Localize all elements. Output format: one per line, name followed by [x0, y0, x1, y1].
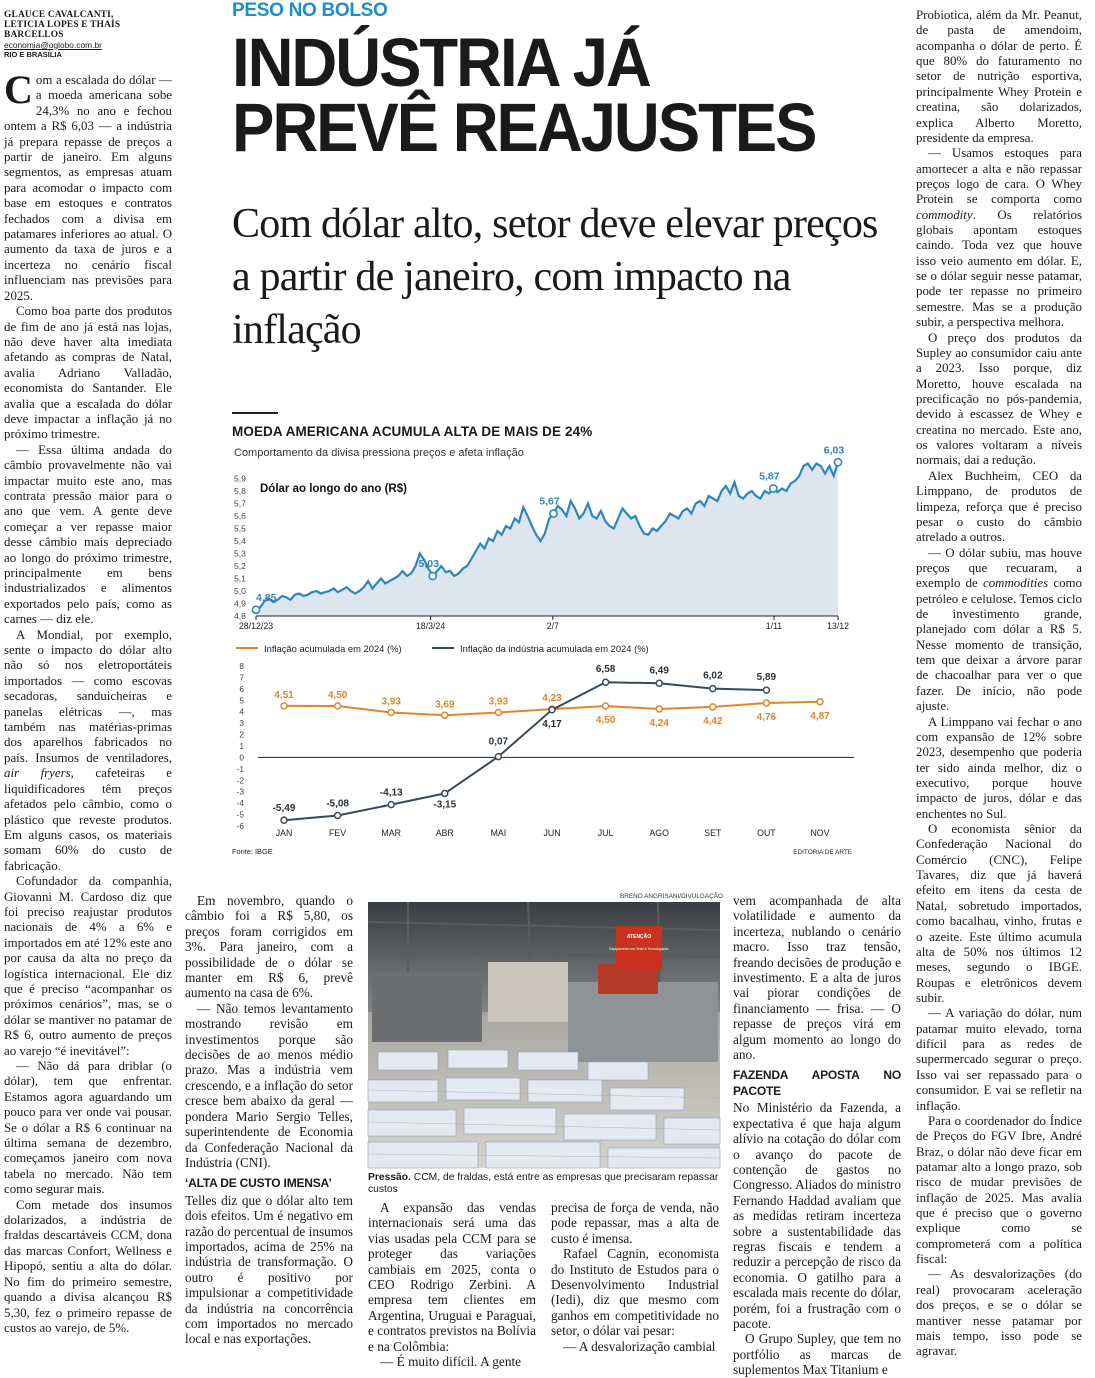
x-tick-label: NOV: [810, 828, 830, 838]
x-tick-label: MAI: [490, 828, 507, 838]
data-label: 4,42: [703, 715, 723, 727]
x-tick-label: 13/12: [826, 621, 850, 631]
x-tick-label: ABR: [435, 828, 454, 838]
data-label: 6,03: [823, 444, 845, 457]
paragraph: — A desvalorização cambial: [563, 1338, 716, 1354]
data-label: 3,93: [381, 696, 401, 708]
paragraph: Com a escalada do dólar — a moeda americana sobe 24,3% no ano e fechou ontem a R$ 6,03 — a indústria já prepara repasse de preços a partir de janeiro. Em alguns segmentos, as empresas atuam para acomodar o impacto com base em estoques e contratos fechados com a divisa em patamares inferiores ao atual. O aumento da taxa de juros e a incerteza no cenário fiscal influenciam nas previsões para 2025.: [4, 67, 172, 303]
paragraph: A Mondial, por exemplo, sente o impacto do dólar alto não só nos eletroportáteis importados — como escovas secadoras, sanduicheiras e panelas elétricas —, mas também nas matérias-primas dos aparelhos fabricados no país. Insumos de ventiladores, air fryers, cafeteiras e liquidificadores têm preços afetados pelo câmbio, como o plástico que reveste produtos. Em alguns casos, os materiais somam 60% do custo de fabricação.: [4, 627, 172, 873]
data-label: -5,49: [272, 803, 296, 815]
data-label: 5,89: [756, 672, 777, 684]
x-tick-label: 18/3/24: [415, 621, 446, 631]
chart-source: Fonte: IBGE: [232, 847, 273, 856]
y-tick-label: 5,9: [234, 473, 246, 484]
data-label: 6,58: [595, 664, 616, 676]
data-point: [656, 706, 662, 712]
data-point: [770, 485, 777, 492]
headline: [232, 24, 858, 166]
paragraph: Em novembro, quando o câmbio foi a R$ 5,80, os preços foram corrigidos em 3%. Para janeiro, com a possibilidade de o dólar se manter em R$ 6, prevê aumento na casa de 6%.: [185, 893, 353, 1001]
y-tick-label: 5,1: [234, 573, 246, 584]
data-point: [281, 703, 287, 709]
chart-credit: EDITORIA DE ARTE: [793, 849, 852, 856]
kicker: PESO NO BOLSO: [232, 0, 388, 21]
y-tick-label: -6: [236, 821, 244, 831]
y-tick-label: 5,5: [234, 523, 246, 534]
paragraph: — As desvalorizações (do real) provocaram aceleração dos preços, e se o dólar se mantiver nesse patamar por mais tempo, isso pode se agravar.: [916, 1267, 1082, 1359]
article-column-5: [733, 893, 901, 1378]
data-label: -4,13: [379, 787, 403, 799]
data-point: [495, 710, 501, 716]
y-tick-label: -2: [236, 775, 244, 786]
paragraph: — A variação do dólar, num patamar muito elevado, torna difícil para as redes de supermercado segurar o preço. Isso vai ser repassado para o consumidor. E vai se refletir na inflação.: [916, 1006, 1082, 1113]
data-point: [603, 679, 609, 685]
paragraph: Probiotica, além da Mr. Peanut, de pasta de amendoim, acompanha o dólar de perto. É que 80% do faturamento no setor de nutrição esportiva, principalmente Whey Protein e creatina, são dolarizados, explica Alberto Moretto, presidente da empresa.: [916, 8, 1082, 145]
data-point: [388, 802, 394, 808]
y-tick-label: 4,8: [234, 611, 246, 621]
subhead-fazenda: FAZENDA APOSTA NO PACOTE: [733, 1068, 901, 1098]
y-tick-label: -1: [236, 763, 244, 774]
y-tick-label: 5,7: [234, 498, 246, 509]
paragraph: — Essa última andada do câmbio provavelmente não vai impactar muito este ano, mas contrata pressão maior para o ano que vem. A gente deve começar a ver repasse maior desse câmbio mais depreciado ao longo do próximo trimestre, principalmente em bens industrializados e alimentos exportados pelo país, como as carnes — diz ele.: [4, 442, 172, 627]
x-tick-label: 28/12/23: [238, 621, 274, 631]
data-point: [656, 680, 662, 686]
data-label: 4,23: [542, 693, 562, 705]
data-point: [388, 710, 394, 716]
article-column-1: [4, 67, 172, 1336]
x-tick-label: FEV: [329, 828, 347, 838]
paragraph: vem acompanhada de alta volatilidade e aumento da incerteza, nublando o cenário macro. Isso traz tensão, freando decisões de produção e investimento. E a alta de juros vai piorar condições de financiamento — frisa. — O repasse de preços virá em algum momento ao longo do ano.: [733, 893, 901, 1063]
data-point: [495, 754, 501, 760]
data-label: -5,08: [326, 798, 349, 810]
data-label: 4,76: [756, 712, 777, 724]
data-point: [252, 606, 259, 613]
x-tick-label: OUT: [757, 828, 776, 838]
paragraph: — É muito difícil. A gente: [380, 1354, 522, 1370]
y-tick-label: 4: [239, 706, 244, 717]
article-column-2: [185, 893, 353, 1347]
paragraph: — Não temos levantamento mostrando revisão em investimentos porque são decisões de ao menos médio prazo. Mas a indústria vem crescendo, e a inflação do setor cresce bem abaixo da geral — pondera Mario Sergio Telles, superintendente de Economia da Confederação Nacional da Indústria (CNI).: [185, 1000, 353, 1170]
legend-label-industria: Inflação da indústria acumulada em 2024 (%): [460, 643, 649, 654]
y-tick-label: 7: [239, 672, 244, 683]
data-label: 4,51: [274, 689, 294, 701]
photo-caption: Pressão. CCM, de fraldas, está entre as empresas que precisaram repassar custos: [368, 1172, 719, 1195]
data-point: [442, 790, 448, 796]
x-tick-label: AGO: [649, 828, 669, 838]
data-point: [549, 707, 555, 713]
data-point: [603, 703, 609, 709]
y-tick-label: 4,9: [234, 598, 246, 609]
x-tick-label: JUN: [543, 828, 561, 838]
chart-infographic: [232, 408, 858, 858]
paragraph: O Grupo Supley, que tem no portfólio as marcas de suplementos Max Titanium e: [733, 1331, 901, 1378]
paragraph: Rafael Cagnin, economista do Instituto de Estudos para o Desenvolvimento Industrial (Iedi), diz que mesmo com ganhos em competitividade no setor, o dólar vai pesar:: [551, 1246, 719, 1339]
y-tick-label: 8: [239, 661, 244, 671]
data-label: 3,69: [435, 699, 455, 711]
paragraph: Cofundador da companhia, Giovanni M. Cardoso diz que foi preciso reajustar produtos nacionais de 4% a 6% e importados em até 12% este ano por causa da alta no preço da logística internacional. Ele diz que é preciso “acompanhar os próximos cenários”, mas, se o dólar se mantiver no patamar de R$ 6, outro aumento de preços ao varejo “é inevitável”:: [4, 874, 172, 1058]
y-tick-label: -5: [236, 809, 244, 820]
paragraph: Para o coordenador do Índice de Preços do FGV Ibre, André Braz, o dólar não deve ficar em patamar alto a longo prazo, sob risco de mudar previsões de inflação de 2025. Mas avalia que é preciso que o governo explique como se comprometerá com a política fiscal:: [916, 1113, 1082, 1267]
photo-credit: BRENO ANGRISANI/DIVULGAÇÃO: [620, 893, 723, 900]
paragraph: A Limppano vai fechar o ano com expansão de 12% sobre 2023, desempenho que poderia ter sido ainda melhor, diz o executivo, porque houve impacto de juros, dólar e das enchentes no Sul.: [916, 714, 1082, 821]
paragraph: O preço dos produtos da Supley ao consumidor caiu ante a 2023. Isso porque, diz Moretto, houve escalada na precificação no pós-pandemia, devido à escassez de Whey e creatina no mercado. Este ano, os valores voltaram a níveis normais, dai a redução.: [916, 330, 1082, 468]
photo-sign-text: Equipamento em Teste e Homologação: [609, 947, 669, 951]
data-label: 4,24: [649, 717, 669, 729]
y-tick-label: 5,0: [234, 586, 246, 596]
paragraph: Como boa parte dos produtos de fim de ano já está nas lojas, não deve haver alta imediata afetando as compras de Natal, avalia Adriano Valladão, economista do Santander. Ele avalia que a escalada do dólar deve impactar a inflação já no próximo trimestre.: [4, 304, 172, 442]
data-point: [817, 699, 823, 705]
x-tick-label: 2/7: [546, 621, 559, 631]
byline-names: GLAUCE CAVALCANTI, LETICIA LOPES E THAÍS BARCELLOS: [4, 10, 121, 40]
data-label: 0,07: [488, 736, 509, 748]
factory-photo-illustration: [368, 902, 720, 1168]
series-label: Dólar ao longo do ano (R$): [260, 483, 407, 495]
data-point: [429, 572, 436, 579]
paragraph: No Ministério da Fazenda, a expectativa é que haja algum alívio na cotação do dólar com o avanço do pacote de contenção de gastos no Congresso. Aliados do ministro Fernando Haddad avaliam que as medidas retiram incerteza sobre a sustentabilidade das regras fiscais e tendem a reduzir a percepção de risco da economia. O gatilho para a escalada mais recente do dólar, porém, foi a frustração com o pacote.: [733, 1100, 901, 1331]
data-label: 3,93: [488, 696, 509, 708]
y-tick-label: 5,4: [234, 536, 246, 546]
data-label: 5,03: [418, 558, 439, 570]
paragraph: Com metade dos insumos dolarizados, a indústria de fraldas descartáveis CCM, dona das marcas Confort, Wellness e Hipopó, sentiu a alta do dólar. No fim do primeiro semestre, quando a divisa alcançou R$ 5,30, fez o primeiro repasse de custos ao varejo, de 5%.: [4, 1197, 172, 1335]
drop-cap: C: [4, 67, 33, 112]
paragraph: — Não dá para driblar (o dólar), tem que enfrentar. Estamos agora aguardando um pouco para ver onde vai pousar. Se o dólar a R$ 6 continuar na última semana de dezembro, começamos janeiro com nova tabela no mercado. Não tem como segurar mais.: [4, 1059, 172, 1197]
y-tick-label: 0: [239, 752, 244, 763]
data-label: 4,50: [327, 690, 348, 701]
y-tick-label: 6: [239, 683, 244, 694]
subhead-alta-de-custo: ‘ALTA DE CUSTO IMENSA’: [185, 1176, 332, 1191]
y-tick-label: 5,2: [234, 561, 246, 571]
paragraph: A expansão das vendas internacionais será uma das vias usadas pela CCM para se proteger das variações cambiais em 2025, conta o CEO Rodrigo Zerbini. A empresa tem clientes em Argentina, Uruguai e Paraguai, e contratos previstos na Bolívia e na Colômbia:: [368, 1200, 536, 1354]
paragraph: — Usamos estoques para amortecer a alta e não repassar preços logo de cara. O Whey Protein se comporta como commodity. Os relatórios globais apontam estoques caindo. Toda vez que houve isso veio aumento em dólar. E, se o dólar seguir nesse patamar, pode ter repasse no primeiro semestre. Mas se a produção subir, a perspectiva melhora.: [916, 146, 1082, 330]
x-tick-label: JAN: [275, 828, 293, 838]
headline-line-1: INDÚSTRIA JÁ: [232, 24, 650, 101]
x-tick-label: MAR: [381, 828, 401, 838]
chart-subtitle: Comportamento da divisa pressiona preços e afeta inflação: [234, 447, 524, 459]
y-tick-label: 5,3: [234, 548, 246, 559]
y-tick-label: 5,6: [234, 511, 246, 521]
byline: [4, 10, 182, 60]
chart-title: MOEDA AMERICANA ACUMULA ALTA DE MAIS DE 24%: [232, 424, 593, 439]
data-point: [335, 812, 341, 818]
data-point: [763, 687, 769, 693]
data-label: 6,02: [703, 670, 723, 682]
data-point: [834, 459, 841, 466]
industria-line: [284, 682, 766, 820]
paragraph: O economista sênior da Confederação Nacional do Comércio (CNC), Felipe Tavares, diz que já haverá efeito em itens da cesta de Natal, sobretudo importados, como bacalhau, vinho, frutas e o azeite. Este último acumula alta de 50% nos últimos 12 meses, segundo o IBGE. Roupas e eletrônicos devem subir.: [916, 822, 1082, 1005]
y-tick-label: -3: [236, 786, 244, 797]
data-point: [710, 704, 716, 710]
data-label: -3,15: [433, 799, 457, 811]
article-column-3: [368, 1200, 536, 1369]
legend-label-inflacao: Inflação acumulada em 2024 (%): [264, 643, 402, 654]
headline-line-2: PREVÊ REAJUSTES: [232, 89, 816, 166]
y-tick-label: -4: [236, 798, 244, 809]
y-tick-label: 1: [239, 741, 244, 751]
data-point: [335, 703, 341, 709]
data-label: 4,50: [595, 715, 616, 726]
data-point: [550, 510, 557, 517]
y-tick-label: 5,8: [234, 486, 246, 496]
data-label: 5,87: [759, 470, 780, 483]
data-point: [710, 686, 716, 692]
data-point: [442, 712, 448, 718]
paragraph: — O dólar subiu, mas houve preços que recuaram, a exemplo de commodities como petróleo e celulose. Temos ciclo de investimento grande, planejado com dólar a R$ 5. Nesse momento de transição, tem que deixar a árvore parar de chacoalhar para ver o que fazer. De início, não pode ajuste.: [916, 545, 1082, 714]
x-tick-label: 1/11: [765, 621, 783, 631]
paragraph: Alex Buchheim, CEO da Limppano, de produtos de limpeza, reforça que é preciso pesar o custo do câmbio atrelado a outros.: [916, 468, 1082, 545]
photo-sign-title: ATENÇÃO: [626, 934, 652, 940]
factory-photo: [368, 902, 720, 1168]
data-point: [763, 700, 769, 706]
y-tick-label: 2: [239, 729, 244, 740]
x-tick-label: SET: [704, 828, 722, 838]
x-tick-label: JUL: [597, 828, 614, 838]
data-label: 5,67: [539, 495, 560, 508]
byline-email[interactable]: economia@oglobo.com.br: [4, 40, 102, 50]
data-label: 6,49: [649, 665, 669, 677]
data-label: 4,85: [256, 591, 277, 604]
chart-svg: [232, 408, 858, 858]
paragraph: Telles diz que o dólar alto tem dois efeitos. Um é negativo em razão do percentual de insumos importados, acima de 25% na indústria de transformação. O outro é positivo por impulsionar a competitividade da indústria na concorrência com importados no mercado local e nas exportações.: [185, 1192, 353, 1347]
y-tick-label: 5: [239, 695, 244, 706]
article-column-6: [916, 8, 1082, 1360]
data-label: 4,87: [810, 710, 830, 722]
data-point: [281, 817, 287, 823]
paragraph: precisa de força de venda, não pode repassar, mas a alta de custo é imensa.: [551, 1200, 719, 1246]
y-tick-label: 3: [239, 718, 244, 729]
deck: Com dólar alto, setor deve elevar preços a partir de janeiro, com impacto na inflação: [232, 201, 878, 353]
data-label: 4,17: [542, 718, 562, 730]
article-column-4: [551, 1200, 719, 1354]
byline-location: RIO E BRASÍLIA: [4, 50, 62, 59]
